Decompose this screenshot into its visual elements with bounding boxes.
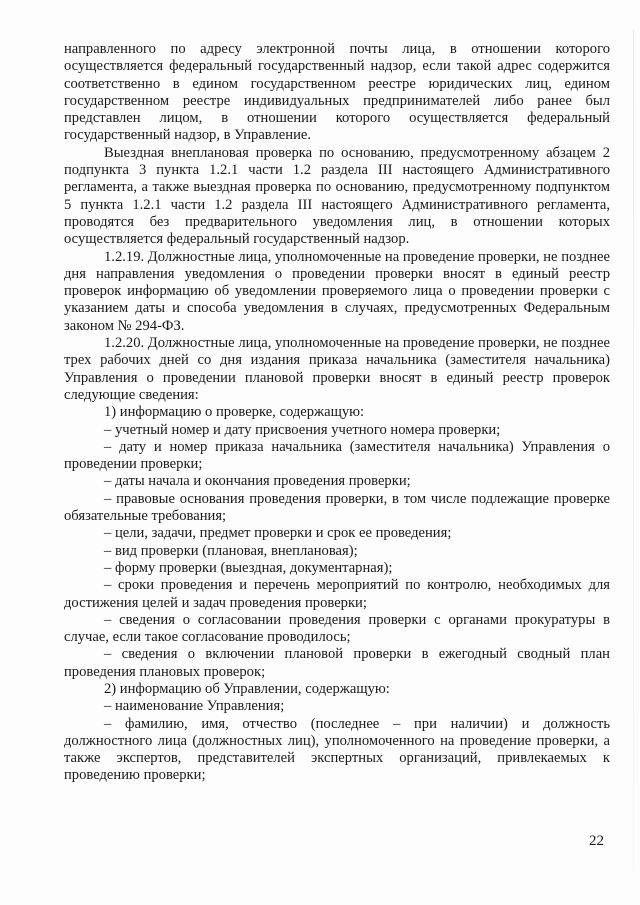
- list-item: – даты начала и окончания проведения проверки;: [104, 473, 411, 490]
- list-item: – учетный номер и дату присвоения учетного номера проверки;: [104, 421, 501, 438]
- list-item: – наименование Управления;: [104, 698, 285, 715]
- page-number: 22: [589, 833, 604, 849]
- scan-edge: [633, 30, 634, 870]
- paragraph: 1.2.19. Должностные лица, уполномоченные на проведение проверки, не позднее дня направления уведомления о проведении проверки вносят в единый реестр проверок информацию об уведомлении проверяемого лица о проведении проверки с указанием даты и способа уведомления в случаях, предусмотренных Федеральным законом № 294-ФЗ.: [64, 248, 610, 334]
- list-item: – сроки проведения и перечень мероприятий по контролю, необходимых для достижения целей и задач проведения проверки;: [64, 577, 610, 611]
- list-item: 1) информацию о проверке, содержащую:: [104, 404, 365, 421]
- list-item: – сведения о включении плановой проверки в ежегодный сводный план проведения плановых проверок;: [64, 646, 610, 680]
- list-item: – дату и номер приказа начальника (заместителя начальника) Управления о проведении проверки;: [64, 438, 610, 473]
- list-item: – вид проверки (плановая, внеплановая);: [104, 542, 358, 559]
- list-item: – сведения о согласовании проведения проверки с органами прокуратуры в случае, если такое согласование проводилось;: [64, 611, 610, 646]
- list-item: – фамилию, имя, отчество (последнее – при наличии) и должность должностного лица (должностных лиц), уполномоченного на проведение проверки, а также экспертов, представителей экспертных организаций, привлекаемых к проведению проверки;: [64, 715, 610, 784]
- paragraph: 1.2.20. Должностные лица, уполномоченные на проведение проверки, не позднее трех рабочих дней со дня издания приказа начальника (заместителя начальника) Управления о проведении плановой проверки вносят в единый реестр проверок следующие сведения:: [64, 335, 610, 403]
- document-body: [64, 41, 610, 785]
- list-item: – цели, задачи, предмет проверки и срок ее проведения;: [104, 525, 452, 542]
- list-item: – форму проверки (выездная, документарная);: [104, 559, 393, 576]
- list-item: 2) информацию об Управлении, содержащую:: [104, 680, 390, 697]
- paragraph: направленного по адресу электронной почты лица, в отношении которого осуществляется федеральный государственный надзор, если такой адрес содержится соответственно в едином государственном реестре юридических лиц, едином государственном реестре индивидуальных предпринимателей либо ранее был представлен лицом, в отношении которого осуществляется федеральный государственный надзор, в Управление.: [64, 41, 610, 144]
- paragraph: Выездная внеплановая проверка по основанию, предусмотренному абзацем 2 подпункта 3 пункта 1.2.1 части 1.2 раздела III настоящего Административного регламента, а также выездная проверка по основанию, предусмотренному подпунктом 5 пункта 1.2.1 части 1.2 раздела III настоящего Административного регламента, проводятся без предварительного уведомления лиц, в отношении которых осуществляется федеральный государственный надзор.: [64, 144, 610, 248]
- list-item: – правовые основания проведения проверки, в том числе подлежащие проверке обязательные требования;: [64, 490, 610, 525]
